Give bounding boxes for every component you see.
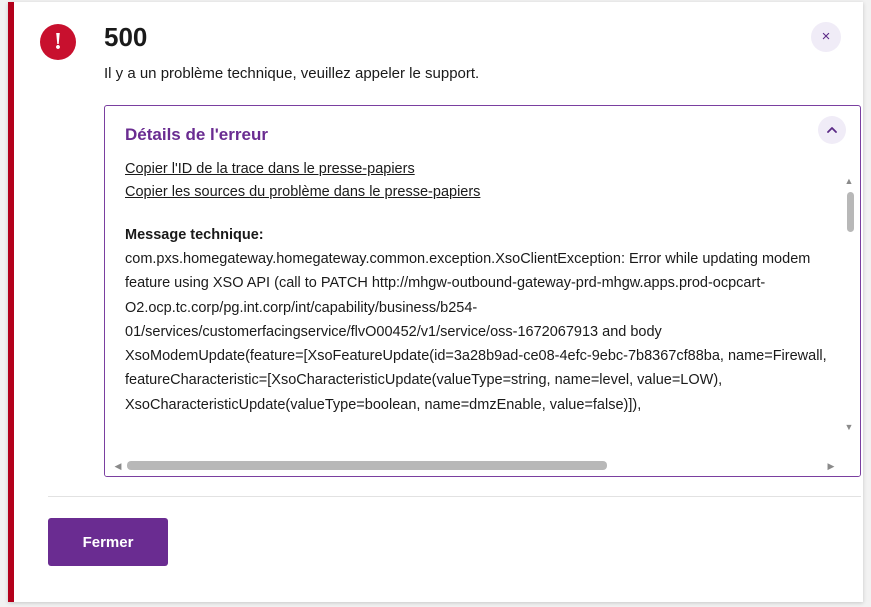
scroll-down-icon[interactable]: ▼	[844, 422, 854, 432]
chevron-up-icon[interactable]	[818, 116, 846, 144]
details-body	[105, 158, 860, 454]
details-horizontal-scrollbar[interactable]	[105, 455, 860, 476]
scroll-right-icon[interactable]: ▶	[827, 461, 835, 471]
details-vertical-scroll-thumb[interactable]	[847, 192, 854, 232]
error-message: Il y a un problème technique, veuillez appeler le support.	[104, 65, 480, 82]
error-dialog	[8, 2, 863, 602]
details-header	[105, 106, 860, 146]
scroll-left-icon[interactable]: ◀	[114, 461, 122, 471]
error-details-panel	[104, 105, 861, 477]
close-icon[interactable]: ×	[811, 22, 841, 52]
dialog-header	[14, 2, 863, 84]
footer-divider	[48, 496, 861, 497]
technical-message-text: com.pxs.homegateway.homegateway.common.exception.XsoClientException: Error while updating modem feature using XSO API (call to PATCH http://mhgw-outbound-gateway-prd-mhgw.apps.prod-ocpcart-O2.ocp.tc.corp/pg.int.corp/int/capability/business/b254-01/services/customerfacingservice/flvO00452/v1/service/oss-1672067913 and body XsoModemUpdate(feature=[XsoFeatureUpdate(id=3a28b9ad-ce08-4efc-9ebc-7b8367cf88ba, name=Firewall, featureCharacteristic=[XsoCharacteristicUpdate(valueType=string, name=level, value=LOW), XsoCharacteristicUpdate(valueType=boolean, name=dmzEnable, value=false)]),	[125, 251, 831, 413]
page-title: 500	[104, 22, 148, 52]
details-title: Détails de l'erreur	[125, 125, 268, 144]
error-exclamation-icon: !	[40, 24, 76, 60]
copy-problem-sources-link[interactable]: Copier les sources du problème dans le presse-papiers	[125, 184, 481, 200]
copy-trace-id-link[interactable]: Copier l'ID de la trace dans le presse-papiers	[125, 161, 415, 177]
technical-message-label: Message technique:	[125, 227, 264, 243]
scroll-up-icon[interactable]: ▲	[844, 176, 854, 186]
close-button[interactable]: Fermer	[48, 518, 168, 566]
details-horizontal-scroll-thumb[interactable]	[127, 461, 607, 470]
